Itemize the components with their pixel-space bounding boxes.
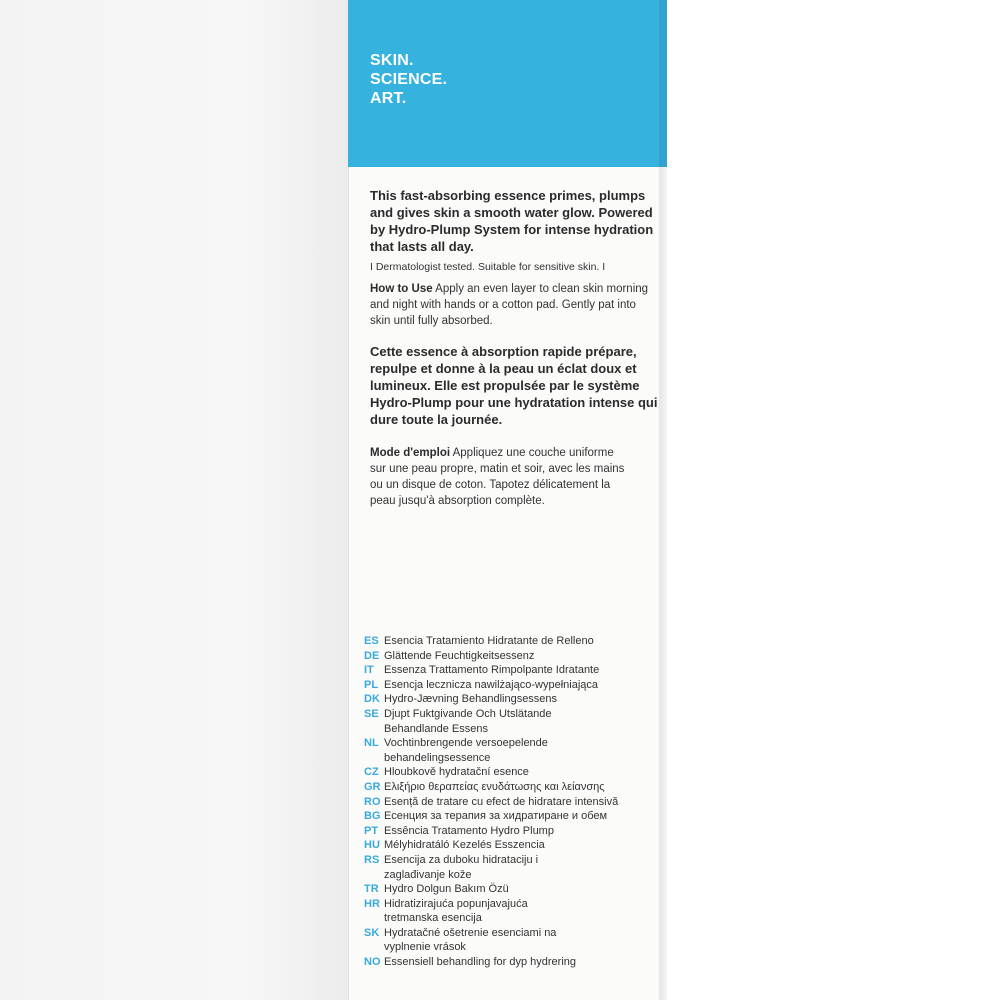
how-to-label: How to Use (370, 283, 433, 295)
translation-item-hu (364, 838, 654, 853)
language-code: RS (364, 853, 380, 866)
translation-item-it (364, 663, 654, 678)
translated-product-name: Essência Tratamento Hydro Plump (384, 824, 554, 837)
translation-item-tr (364, 882, 654, 897)
tagline-line-3: ART. (370, 90, 407, 107)
language-code: HR (364, 897, 380, 910)
translation-item-es (364, 634, 654, 649)
translated-product-name: Glättende Feuchtigkeitsessenz (384, 649, 535, 662)
language-code: SE (364, 707, 379, 720)
translation-item-rs (364, 853, 654, 882)
translation-item-ro (364, 795, 654, 810)
translated-product-name: Hydro-Jævning Behandlingsessens (384, 693, 558, 706)
blue-header-edge (659, 0, 667, 167)
translation-item-nl (364, 736, 654, 765)
translated-product-name: Essensiell behandling for dyp hydrering (384, 956, 577, 969)
translated-product-name: Hidratizirajuća popunjavajuća tretmanska esencija (384, 897, 528, 925)
translation-item-no (364, 955, 654, 970)
language-code: ES (364, 635, 379, 647)
translation-item-dk (364, 692, 654, 707)
language-code: NL (364, 737, 379, 750)
translated-product-name: Vochtinbrengende versoepelende behandelingsessence (384, 737, 548, 764)
translation-item-hr (364, 897, 654, 926)
tagline-line-1: SKIN. (370, 52, 414, 69)
translated-product-name: Hydratačné ošetrenie esenciami na vyplnenie vrások (384, 926, 557, 954)
translations-list (364, 634, 654, 970)
language-code: DE (364, 649, 380, 662)
translation-item-de (364, 649, 654, 664)
translated-product-name: Djupt Fuktgivande Och Utslätande Behandlande Essens (384, 707, 552, 735)
french-mode-emploi (370, 445, 630, 509)
translation-item-pl (364, 678, 654, 693)
language-code: PL (364, 678, 379, 691)
translation-item-sk (364, 926, 654, 955)
tagline-line-2: SCIENCE. (370, 71, 448, 88)
translated-product-name: Есенция за терапия за хидратиране и обем (384, 810, 608, 823)
language-code: NO (364, 956, 381, 969)
translated-product-name: Hloubkově hydratační esence (384, 766, 529, 779)
how-to-text: Apply an even layer to clean skin morning and night with hands or a cotton pad. Gently pat into skin until fully absorbed. (370, 283, 649, 327)
translated-product-name: Hydro Dolgun Bakım Özü (384, 883, 509, 896)
translated-product-name: Esencia Tratamiento Hidratante de Relleno (384, 635, 594, 647)
language-code: TR (364, 883, 379, 896)
language-code: SK (364, 926, 380, 939)
language-code: GR (364, 780, 381, 793)
translated-product-name: Mélyhidratáló Kezelés Esszencia (384, 839, 545, 852)
brand-tagline (370, 51, 447, 108)
english-how-to-use (370, 281, 654, 329)
language-code: CZ (364, 766, 379, 779)
language-code: BG (364, 810, 381, 823)
mode-text: Appliquez une couche uniforme sur une peau propre, matin et soir, avec les mains ou un disque de coton. Tapotez délicatement la peau jusqu'à absorption complète. (370, 447, 625, 507)
right-background (667, 0, 1000, 1000)
language-code: PT (364, 824, 379, 837)
mode-label: Mode d'emploi (370, 447, 451, 459)
translation-item-cz (364, 765, 654, 780)
translated-product-name: Essenza Trattamento Rimpolpante Idratante (384, 664, 600, 677)
english-claims: I Dermatologist tested. Suitable for sensitive skin. I (370, 261, 606, 273)
translated-product-name: Esencija za duboku hidrataciju i zaglađivanje kože (384, 853, 539, 881)
translation-item-pt (364, 824, 654, 839)
left-shadow-area (0, 0, 348, 1000)
translation-item-bg (364, 809, 654, 824)
language-code: IT (364, 664, 374, 677)
translated-product-name: Esencja lecznicza nawilżająco-wypełniająca (384, 678, 598, 691)
translation-item-se (364, 707, 654, 736)
language-code: HU (364, 839, 380, 852)
language-code: DK (364, 693, 380, 706)
translated-product-name: Esență de tratare cu efect de hidratare intensivă (384, 795, 619, 808)
english-description: This fast-absorbing essence primes, plumps and gives skin a smooth water glow. Powered by Hydro-Plump System for intense hydration that lasts all day. (370, 188, 654, 254)
language-code: RO (364, 795, 381, 808)
french-description: Cette essence à absorption rapide prépare, repulpe et donne à la peau un éclat doux et lumineux. Elle est propulsée par le système Hydro-Plump pour une hydratation intense qui dure toute la journée. (370, 344, 658, 427)
translated-product-name: Ελιξήριο θεραπείας ενυδάτωσης και λείανσης (384, 780, 605, 793)
translation-item-gr (364, 780, 654, 795)
